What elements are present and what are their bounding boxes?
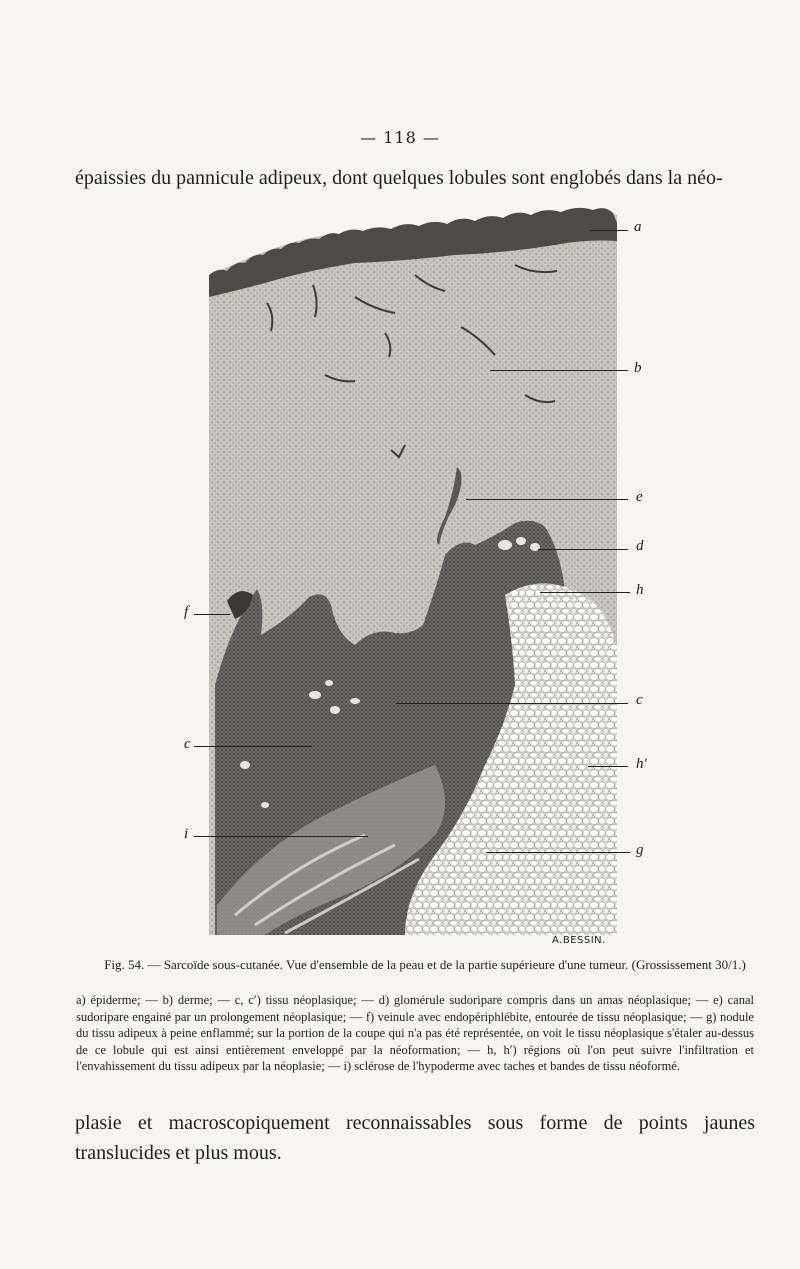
figure-label-d: d: [636, 538, 644, 554]
figure-label-g: g: [636, 842, 644, 858]
leader-line-d: [538, 549, 628, 550]
figure-label-h: h: [636, 582, 644, 598]
body-text-bottom: plasie et macroscopiquement reconnaissables sous forme de points jaunes translucides et plus mous.: [75, 1112, 755, 1164]
histology-figure: [205, 205, 621, 935]
leader-line-a: [590, 230, 628, 231]
figure-caption-legend: a) épiderme; — b) derme; — c, c′) tissu néoplasique; — d) glomérule sudoripare compris dans un amas néoplasique; — e) canal sudoripare engainé par un prolongement néoplasique; — f) veinule avec endopériphlébite, entourée de tissu néoplasique; — g) nodule du tissu adipeux à peine enflammé; sur la portion de la coupe qui n'a pas été représentée, on voit le tissu néoplasique s'étaler au-dessus de ce lobule qui est ainsi entièrement enveloppé par la néoformation; — h, h′) régions où l'on peut suivre l'infiltration et l'envahissement du tissu adipeux par la néoplasie; — i) sclérose de l'hypoderme avec taches et bandes de tissu néoformé.: [76, 993, 754, 1074]
leader-line-h: [540, 592, 630, 593]
figure-label-e: e: [636, 489, 643, 505]
figure-label-f: f: [184, 604, 189, 620]
body-text-top: épaissies du pannicule adipeux, dont quelques lobules sont englobés dans la néo-: [75, 167, 723, 189]
figure-caption-title: Fig. 54. — Sarcoïde sous-cutanée. Vue d'ensemble de la peau et de la partie supérieure d'une tumeur. (Grossissement 30/1.): [104, 957, 746, 972]
leader-line-b: [490, 370, 628, 371]
figure-label-h-prime: h′: [636, 756, 647, 772]
artist-signature: A.BESSIN.: [552, 935, 606, 946]
leader-line-g: [486, 852, 630, 853]
histology-illustration: [205, 205, 621, 935]
page-number: — 118 —: [360, 128, 440, 147]
leader-line-e: [466, 499, 628, 500]
figure-label-b: b: [634, 360, 642, 376]
leader-line-c-right: [396, 703, 628, 704]
leader-line-c-left: [194, 746, 312, 747]
leader-line-i: [194, 836, 368, 837]
figure-label-c-left: c: [184, 736, 191, 752]
figure-label-a: a: [634, 219, 642, 235]
figure-label-c-right: c: [636, 692, 643, 708]
leader-line-h-prime: [588, 766, 628, 767]
figure-label-i: i: [184, 826, 189, 842]
leader-line-f: [194, 614, 230, 615]
